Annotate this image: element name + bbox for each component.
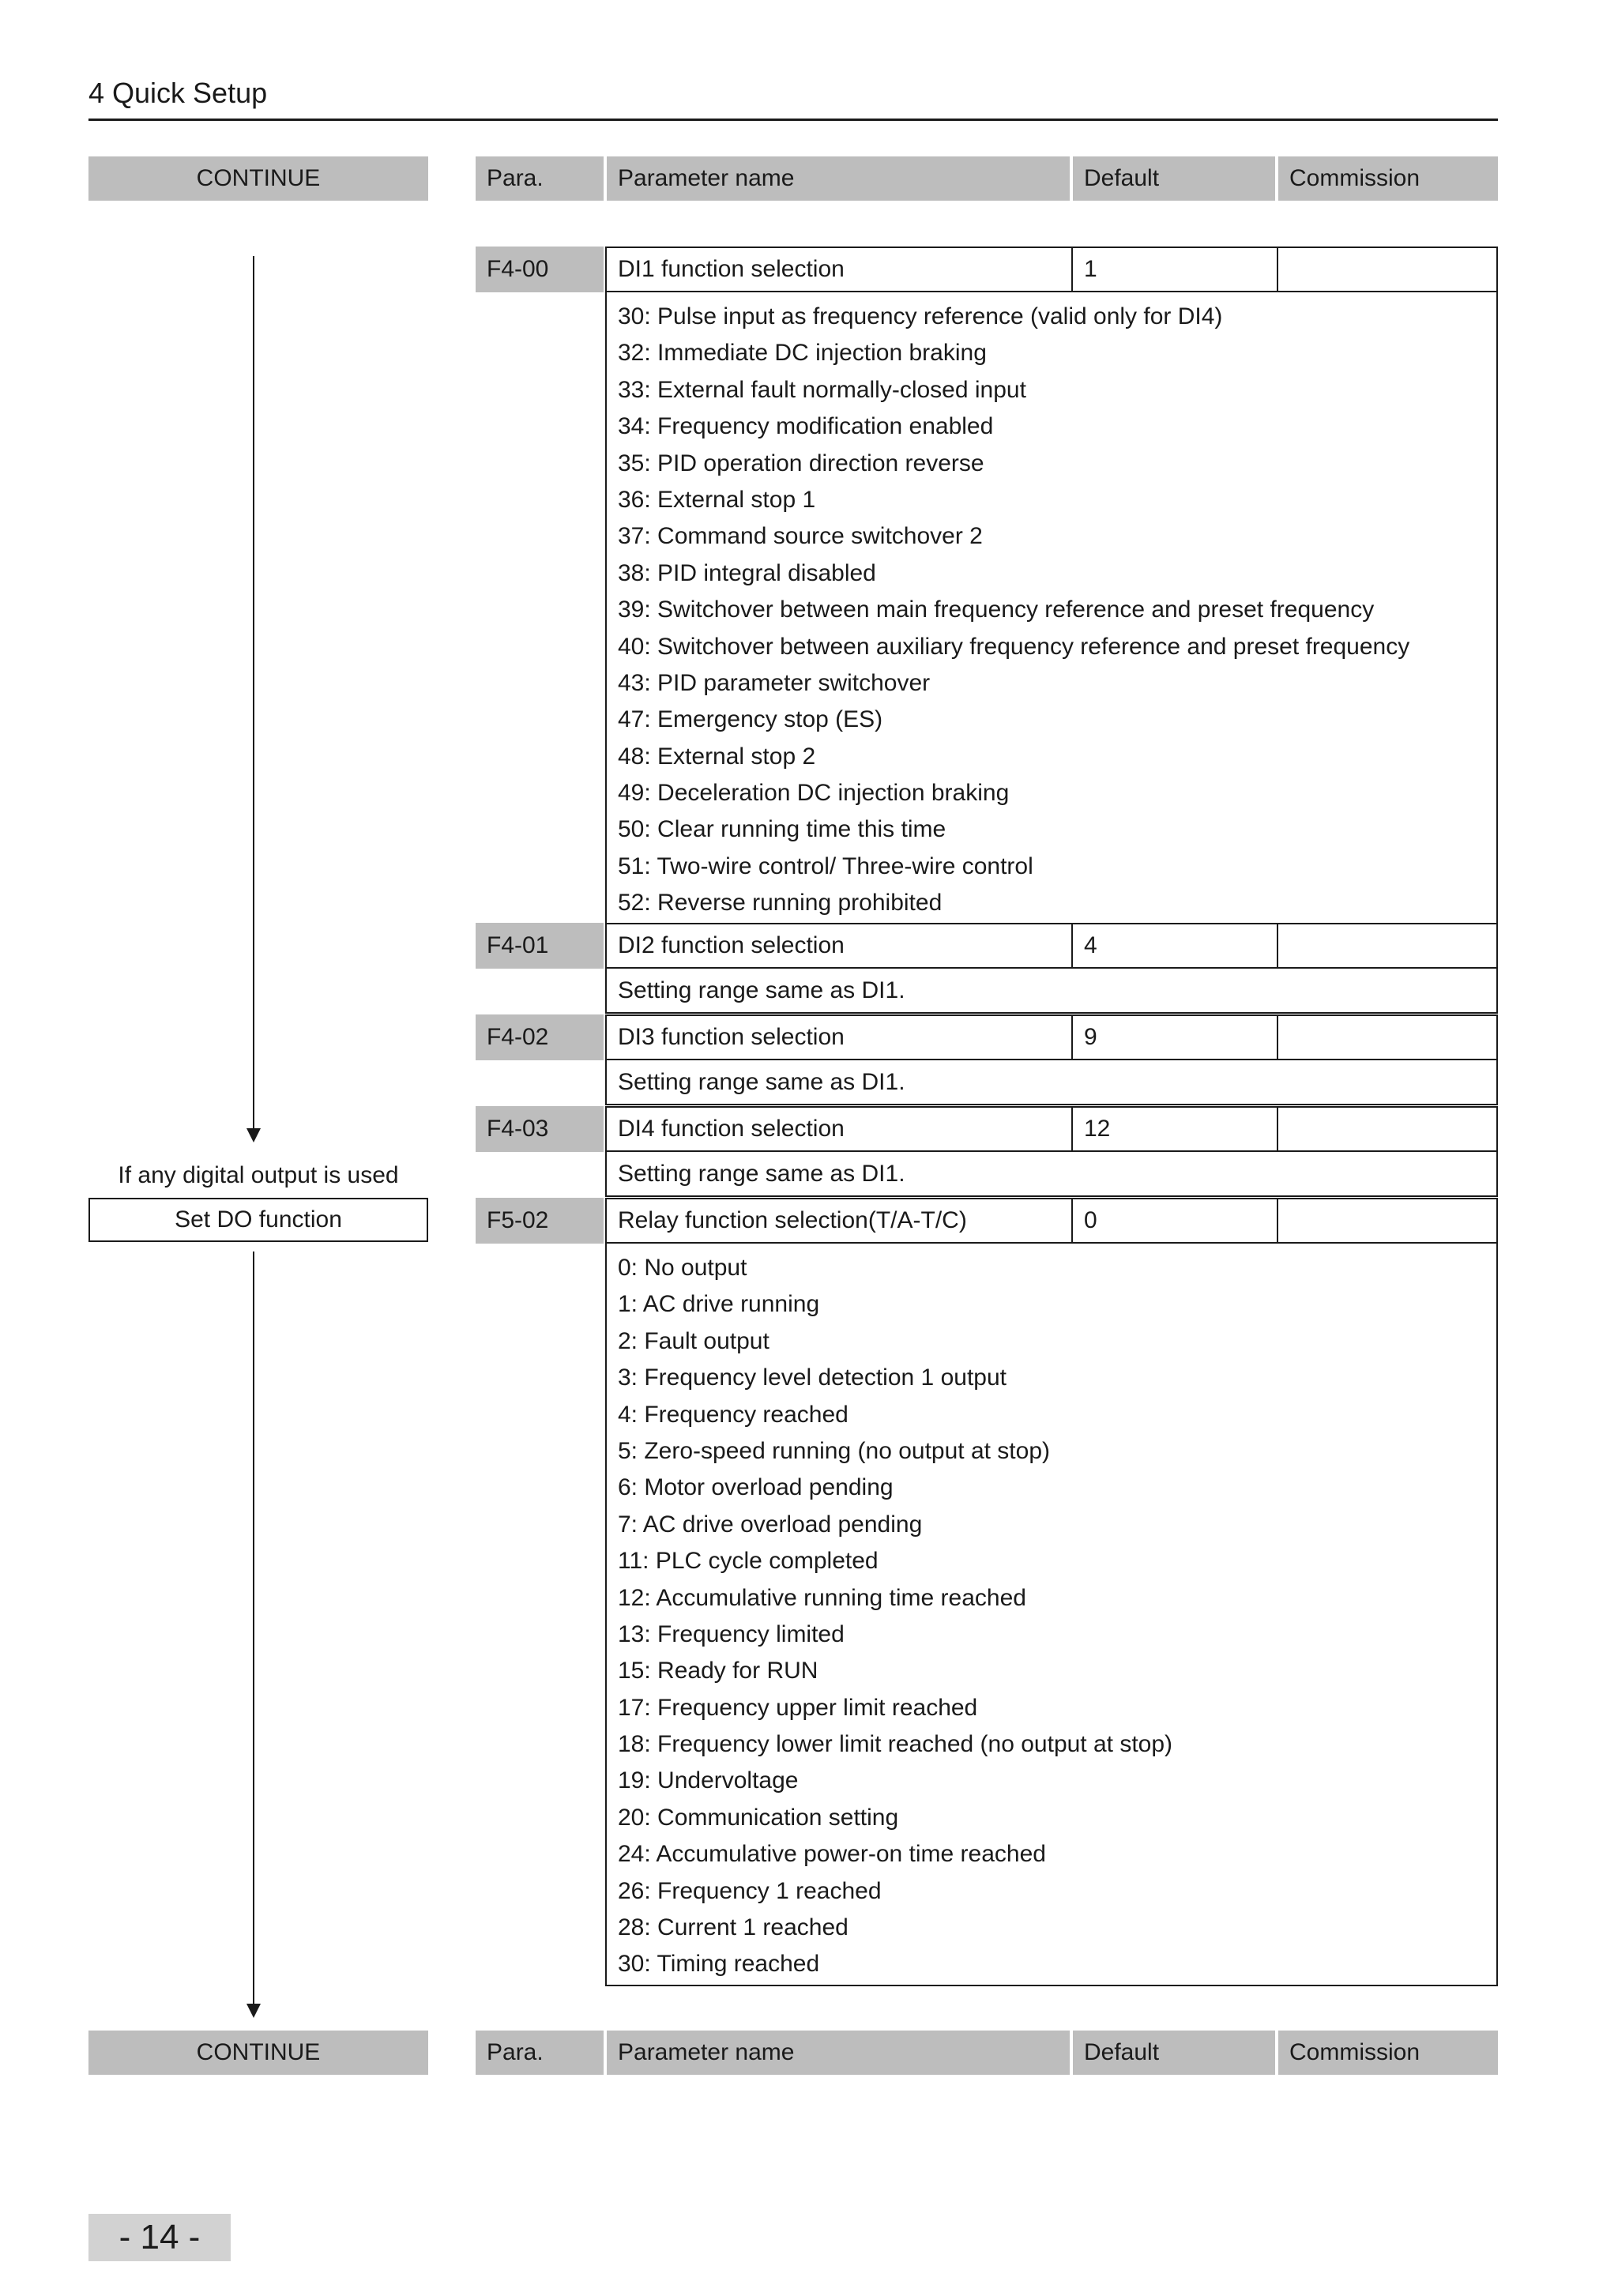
option-item: 24: Accumulative power-on time reached [618, 1841, 1046, 1868]
option-item: 40: Switchover between auxiliary frequency reference and preset frequency [618, 633, 1410, 660]
col-header-name: Parameter name [607, 156, 1070, 201]
param-commission-cell [1277, 1014, 1498, 1060]
param-default: 9 [1071, 1014, 1278, 1060]
param-default: 12 [1071, 1106, 1278, 1152]
option-item: 33: External fault normally-closed input [618, 376, 1026, 403]
option-item: 3: Frequency level detection 1 output [618, 1364, 1007, 1391]
option-item: 37: Command source switchover 2 [618, 523, 983, 550]
option-item: 4: Frequency reached [618, 1401, 849, 1428]
col-header-commission: Commission [1278, 2031, 1498, 2075]
param-code: F4-01 [476, 923, 604, 969]
set-do-function-box: Set DO function [88, 1198, 428, 1242]
flow-line-lower [253, 1252, 254, 2005]
option-item: 12: Accumulative running time reached [618, 1584, 1026, 1611]
page-header: 4 Quick Setup [88, 77, 268, 109]
option-item: 47: Emergency stop (ES) [618, 706, 883, 733]
option-item: 34: Frequency modification enabled [618, 413, 994, 440]
option-item: 49: Deceleration DC injection braking [618, 780, 1010, 807]
option-item: 30: Pulse input as frequency reference (valid only for DI4) [618, 303, 1223, 329]
option-item: 5: Zero-speed running (no output at stop) [618, 1437, 1051, 1464]
param-default: 4 [1071, 923, 1278, 969]
col-header-default: Default [1073, 156, 1275, 201]
option-item: 50: Clear running time this time [618, 816, 946, 843]
col-header-para: Para. [476, 156, 604, 201]
continue-label-top: CONTINUE [88, 156, 428, 201]
option-item: 11: PLC cycle completed [618, 1548, 879, 1575]
option-item: 36: External stop 1 [618, 486, 816, 513]
param-name: DI4 function selection [605, 1106, 1073, 1152]
option-item: 18: Frequency lower limit reached (no output at stop) [618, 1731, 1173, 1758]
param-code: F5-02 [476, 1198, 604, 1244]
col-header-name: Parameter name [607, 2031, 1070, 2075]
option-item: 30: Timing reached [618, 1951, 820, 1978]
param-name: Relay function selection(T/A-T/C) [605, 1198, 1073, 1244]
param-commission-cell [1277, 1106, 1498, 1152]
param-note: Setting range same as DI1. [605, 1150, 1498, 1197]
option-item: 35: PID operation direction reverse [618, 450, 984, 476]
option-item: 6: Motor overload pending [618, 1474, 894, 1501]
param-name: DI3 function selection [605, 1014, 1073, 1060]
param-note: Setting range same as DI1. [605, 1059, 1498, 1105]
option-item: 38: PID integral disabled [618, 559, 876, 586]
arrow-down-icon [246, 1128, 261, 1142]
col-header-commission: Commission [1278, 156, 1498, 201]
param-default: 0 [1071, 1198, 1278, 1244]
option-item: 0: No output [618, 1255, 747, 1281]
param-default: 1 [1071, 247, 1278, 292]
arrow-down-icon [246, 2004, 261, 2018]
option-item: 39: Switchover between main frequency reference and preset frequency [618, 597, 1375, 623]
param-commission-cell [1277, 923, 1498, 969]
flow-line-upper [253, 256, 254, 1130]
option-item: 2: Fault output [618, 1327, 769, 1354]
param-commission-cell [1277, 1198, 1498, 1244]
param-code: F4-02 [476, 1014, 604, 1060]
col-header-default: Default [1073, 2031, 1275, 2075]
param-commission-cell [1277, 247, 1498, 292]
option-item: 26: Frequency 1 reached [618, 1877, 882, 1904]
option-item: 13: Frequency limited [618, 1620, 845, 1647]
param-name: DI1 function selection [605, 247, 1073, 292]
param-name: DI2 function selection [605, 923, 1073, 969]
option-item: 52: Reverse running prohibited [618, 890, 943, 917]
param-options-list [605, 291, 1498, 924]
page-number: - 14 - [88, 2214, 231, 2261]
option-item: 15: Ready for RUN [618, 1658, 818, 1684]
option-item: 43: PID parameter switchover [618, 669, 931, 696]
option-item: 51: Two-wire control/ Three-wire control [618, 853, 1033, 879]
param-code: F4-00 [476, 247, 604, 292]
option-item: 19: Undervoltage [618, 1767, 799, 1794]
param-note: Setting range same as DI1. [605, 967, 1498, 1014]
option-item: 17: Frequency upper limit reached [618, 1694, 978, 1721]
option-item: 32: Immediate DC injection braking [618, 340, 987, 367]
header-divider [88, 119, 1498, 121]
option-item: 28: Current 1 reached [618, 1914, 849, 1941]
option-item: 7: AC drive overload pending [618, 1511, 923, 1538]
param-options-list [605, 1242, 1498, 1986]
col-header-para: Para. [476, 2031, 604, 2075]
option-item: 1: AC drive running [618, 1291, 820, 1318]
flow-condition-text: If any digital output is used [118, 1162, 399, 1188]
continue-label-bottom: CONTINUE [88, 2031, 428, 2075]
param-code: F4-03 [476, 1106, 604, 1152]
option-item: 48: External stop 2 [618, 743, 816, 770]
option-item: 20: Communication setting [618, 1804, 899, 1831]
